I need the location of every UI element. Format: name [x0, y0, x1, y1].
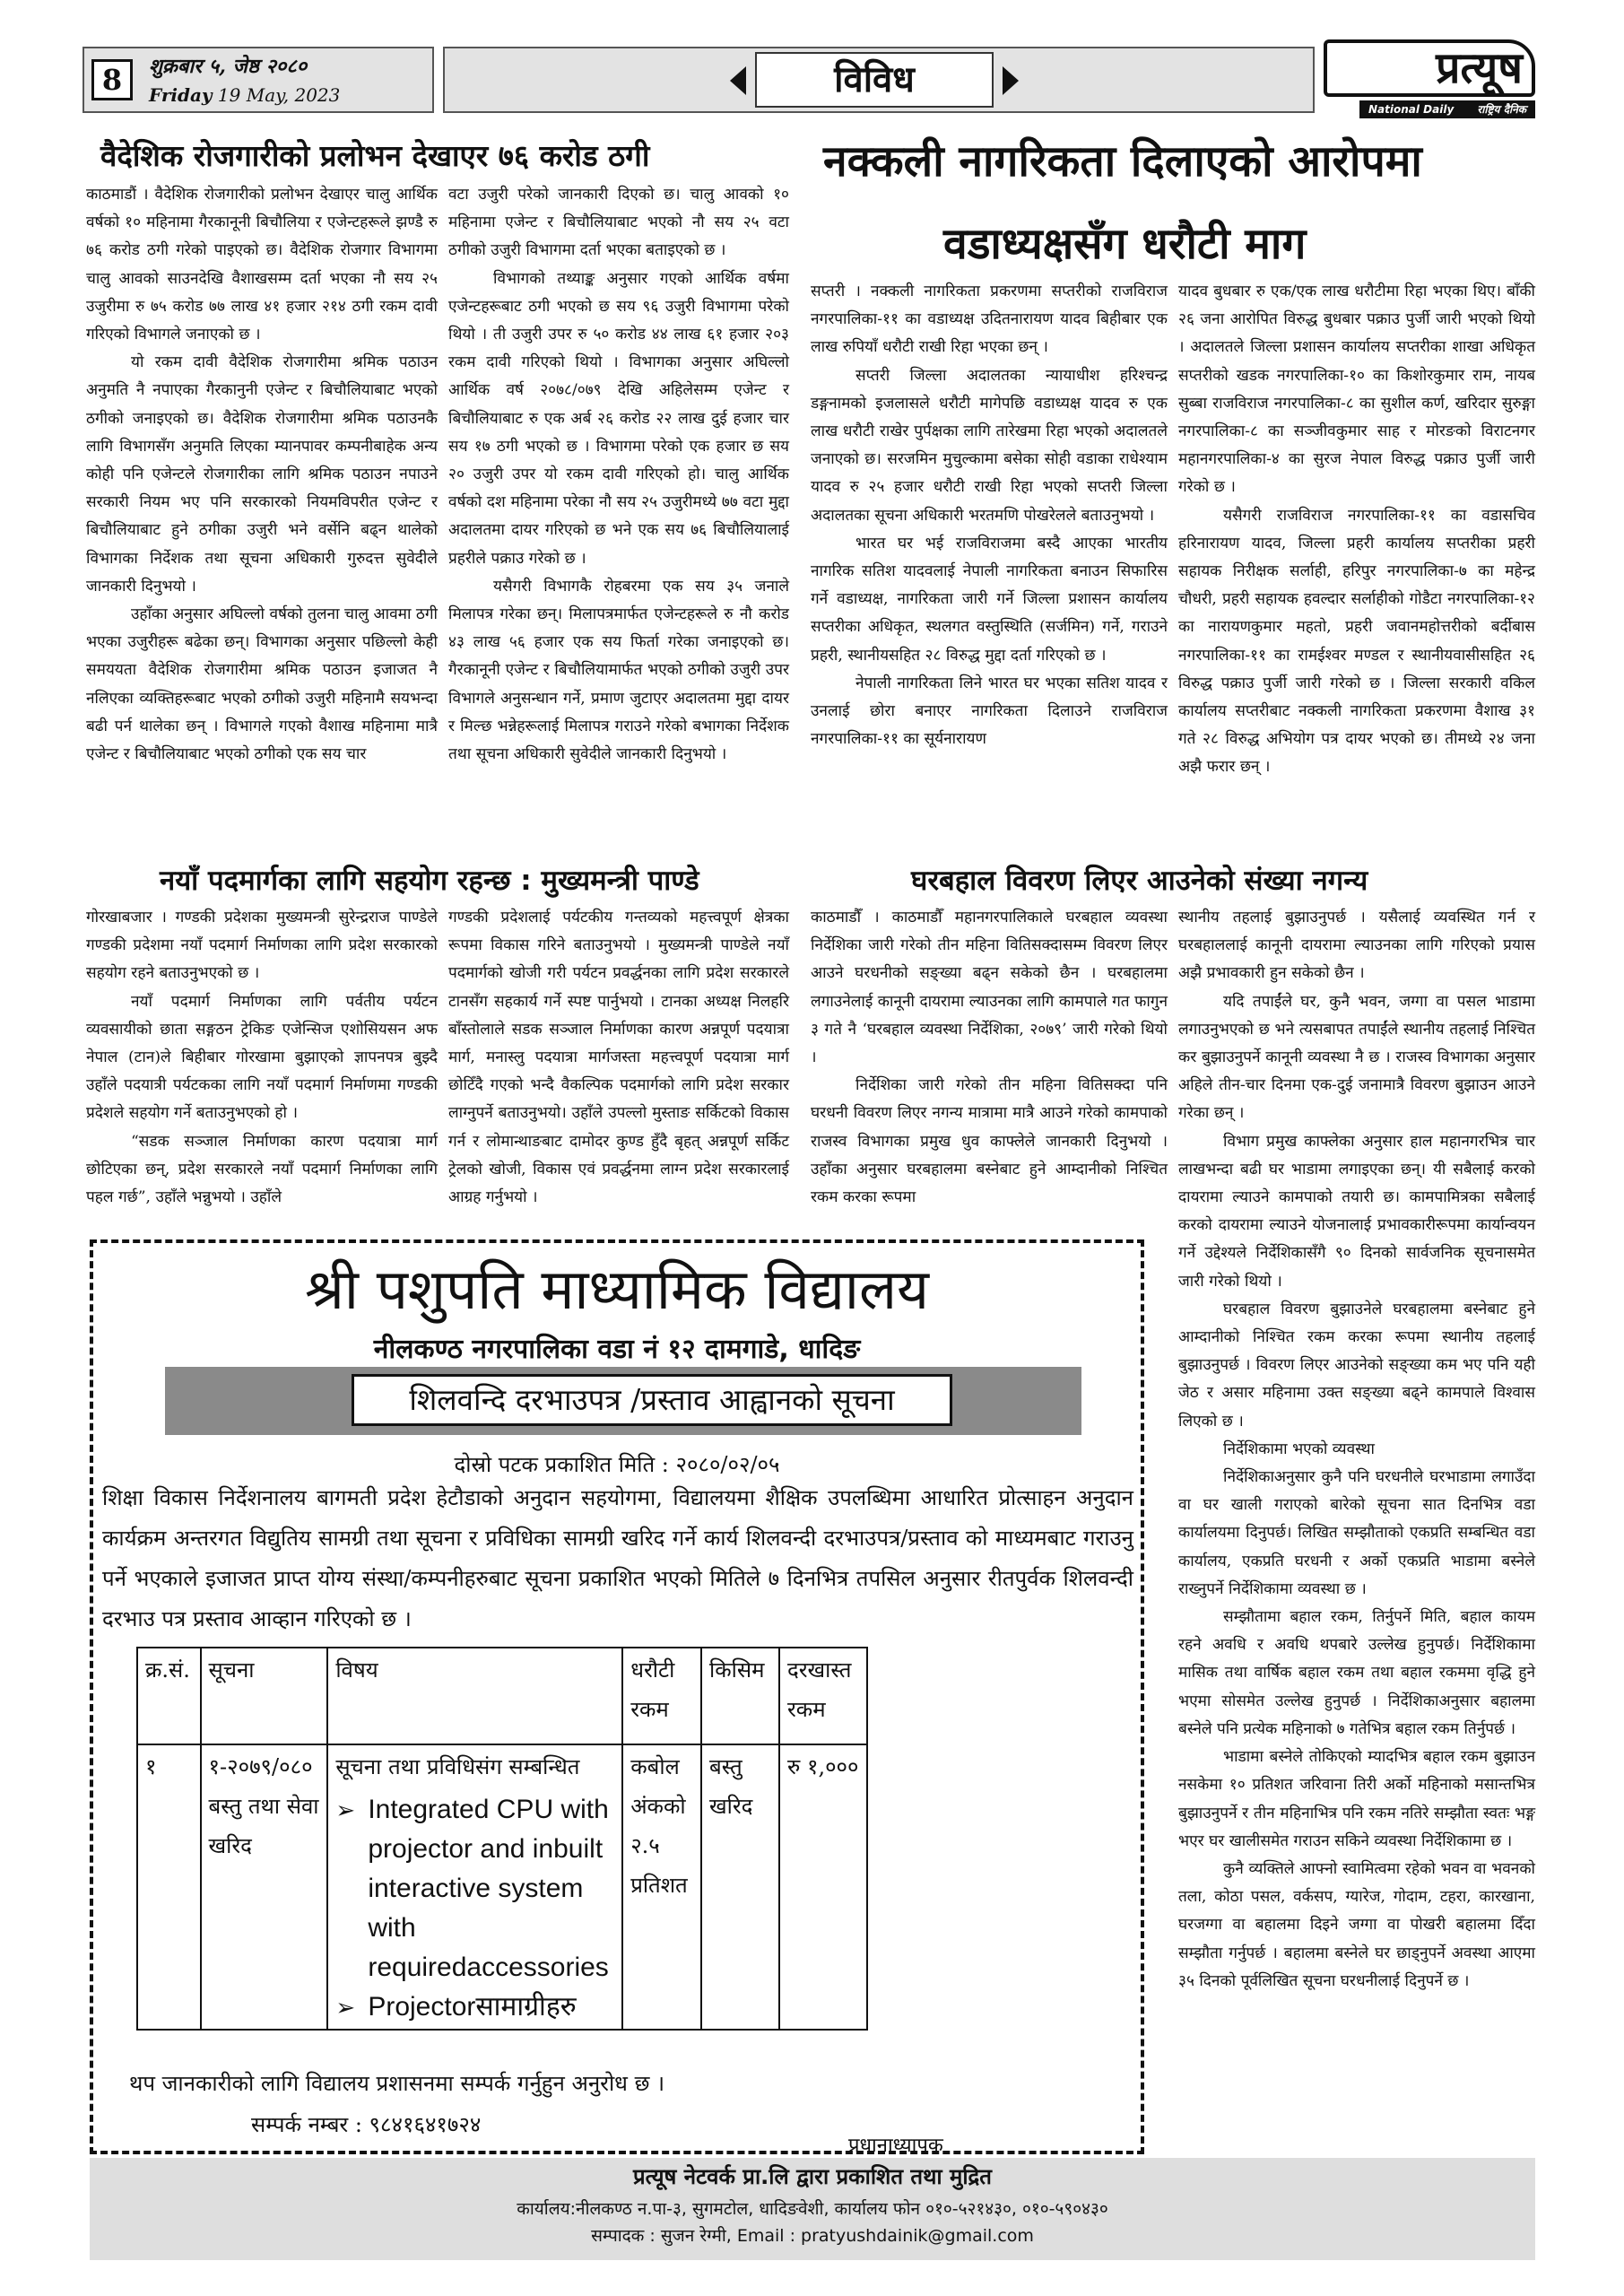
date-day: Friday: [149, 84, 213, 106]
article1-headline: वैदेशिक रोजगारीको प्रलोभन देखाएर ७६ करोड ठगी: [100, 138, 650, 173]
notice-pub-date: दोस्रो पटक प्रकाशित मिति : २०८०/०२/०५: [454, 1452, 780, 1477]
cell-notice: १-२०७९/०८० बस्तु तथा सेवा खरिद: [201, 1744, 328, 2030]
paragraph: निर्देशिकाअनुसार कुनै पनि घरधनीले घरभाडामा लगाउँदा वा घर खाली गराएको बारेको सूचना सात दिनभित्र वडा कार्यालयमा दिनुपर्छ। लिखित सम्झौताको एकप्रति सम्बन्धित वडा कार्यालय, एकप्रति घरधनी र अर्को एकप्रति भाडामा बस्नेले राख्नुपर्ने निर्देशिकामा व्यवस्था छ ।: [1178, 1468, 1535, 1598]
logo-tagline-np: राष्ट्रिय दैनिक: [1477, 103, 1526, 116]
article4-col1: [811, 904, 1168, 1212]
arrow-left-icon: [730, 66, 746, 95]
paragraph: काठमाडौँ । काठमाडौँ महानगरपालिकाले घरबहाल व्यवस्था निर्देशिका जारी गरेको तीन महिना वितिसक्दासम्म विवरण लिएर आउने घरधनीको सङ्ख्या बढ्न सकेको छैन । घरबहालमा लगाउनेलाई कानूनी दायरामा ल्याउनका लागि कामपाले गत फागुन ३ गते नै ‘घरबहाल व्यवस्था निर्देशिका, २०७९’ जारी गरेको थियो ।: [811, 909, 1168, 1067]
article4-headline: घरबहाल विवरण लिएर आउनेको संख्या नगन्य: [911, 865, 1368, 897]
paragraph: स्थानीय तहलाई बुझाउनुपर्छ । यसैलाई व्यवस्थित गर्न र घरबहाललाई कानूनी दायरामा ल्याउनका लागि गरिएको प्रयास अझै प्रभावकारी हुन सकेको छैन ।: [1178, 909, 1535, 983]
th-type: किसिम: [701, 1648, 779, 1744]
table-row: [137, 1744, 867, 2030]
article1-col1: [86, 181, 438, 769]
paragraph: यादव बुधबार रु एक/एक लाख धरौटीमा रिहा भएका थिए। बाँकी २६ जना आरोपित विरुद्ध बुधबार पक्राउ पुर्जी जारी भएको थियो । अदालतले जिल्ला प्रशासन कार्यालय सप्तरीका शाखा अधिकृत सप्तरीको खडक नगरपालिका-१० का किशोरकुमार राम, नायब सुब्बा राजविराज नगरपालिका-८ का सुशील कर्ण, खरिदार सुरुङ्गा नगरपालिका-८ का सञ्जीवकुमार साह र मोरङको विराटनगर महानगरपालिका-४ का सुरज नेपाल विरुद्ध पक्राउ पुर्जी जारी गरेको छ ।: [1178, 283, 1535, 497]
page-footer: [90, 2158, 1535, 2260]
list-item: ➢ Integrated CPU with projector and inbuilt interactive system with requiredaccessories: [335, 1790, 614, 1987]
paragraph: विभाग प्रमुख काफ्लेका अनुसार हाल महानगरभित्र चार लाखभन्दा बढी घर भाडामा लगाइएका छन्। यी सबैलाई करको दायरामा ल्याउने कामपाको तयारी छ। कामपामित्रका सबैलाई करको दायरामा ल्याउने योजनालाई प्रभावकारीरूपमा कार्यान्वयन गर्ने उद्देश्यले निर्देशिकासँगै ९० दिनको सार्वजनिक सूचनासमेत जारी गरेको थियो ।: [1178, 1132, 1535, 1291]
paragraph: वटा उजुरी परेको जानकारी दिएको छ। चालु आवको १० महिनामा एजेन्ट र बिचौलियाबाट भएको नौ सय २५ वटा ठगीको उजुरी विभागमा दर्ता भएका बताइएको छ ।: [448, 186, 789, 260]
article3-headline: नयाँ पदमार्गका लागि सहयोग रहन्छ : मुख्यमन्त्री पाण्डे: [160, 865, 699, 897]
section-title: विविध: [755, 52, 994, 108]
paragraph: सप्तरी जिल्ला अदालतका न्यायाधीश हरिश्चन्द्र डङ्गनामको इजलासले धरौटी मागेपछि वडाध्यक्ष यादव रु एक लाख धरौटी राखेर पुर्पक्षका लागि तारेखमा रिहा भएको अदालतले जनाएको छ। सरजमिन मुचुल्कामा बसेका सोही वडाका राधेश्याम यादव रु २५ हजार धरौटी राखी रिहा भएको सप्तरी जिल्ला अदालतका सूचना अधिकारी भरतमणि पोखरेलले बताउनुभयो ।: [811, 366, 1168, 525]
article2-headline-line2: वडाध्यक्षसँग धरौटी माग: [943, 219, 1307, 269]
article4-col2: [1178, 904, 1535, 1996]
article1-col2: [448, 181, 789, 769]
th-notice: सूचना: [201, 1648, 328, 1744]
notice-banner: [165, 1367, 1081, 1435]
paragraph: यसैगरी राजविराज नगरपालिका-११ का वडासचिव हरिनारायण यादव, जिल्ला प्रहरी कार्यालय सप्तरीका प्रहरी सहायक निरीक्षक सर्लाही, हरिपुर नगरपालिका-७ का महेन्द्र चौधरी, प्रहरी सहायक हवल्दार सर्लाहीको गोडैटा नगरपालिका-१२ का नारायणकुमार महतो, प्रहरी जवानमहोत्तरीको बर्दीबास नगरपालिका-११ का रामईश्वर मण्डल र स्थानीयवासीसहित २६ विरुद्ध पक्राउ पुर्जी जारी गरेको छ । जिल्ला सरकारी वकिल कार्यालय सप्तरीबाट नक्कली नागरिकता प्रकरणमा वैशाख ३१ गते २८ विरुद्ध अभियोग पत्र दायर भएको छ। तीमध्ये २४ जना अझै फरार छन् ।: [1178, 506, 1535, 777]
notice-contact-number: सम्पर्क नम्बर : ९८४१६४१७२४: [251, 2112, 482, 2137]
notice-subtitle: नीलकण्ठ नगरपालिका वडा नं १२ दामगाडे, धादिङ: [373, 1334, 861, 1365]
footer-office: कार्यालय:नीलकण्ठ न.पा-३, सुगमटोल, धादिङवेशी, कार्यालय फोन ०१०-५२१४३०, ०१०-५९०४३०: [517, 2199, 1108, 2219]
article2-headline-line1: नक्कली नागरिकता दिलाएको आरोपमा: [823, 136, 1422, 187]
article2-col1: [811, 278, 1168, 753]
paragraph: भारत घर भई राजविराजमा बस्दै आएका भारतीय नागरिक सतिश यादवलाई नेपाली नागरिकता बनाउन सिफारिस गर्ने वडाध्यक्ष, नागरिकता जारी गर्ने जिल्ला प्रशासन कार्यालय सप्तरीका अधिकृत, स्थलगत वस्तुस्थिति (सर्जमिन) गर्ने, गराउने प्रहरी, स्थानीयसहित २८ विरुद्ध मुद्दा दर्ता गरिएको छ ।: [811, 534, 1168, 665]
notice-contact-line: थप जानकारीको लागि विद्यालय प्रशासनमा सम्पर्क गर्नुहुन अनुरोध छ ।: [129, 2071, 665, 2096]
paragraph: “सडक सञ्जाल निर्माणका कारण पदयात्रा मार्ग छोटिएका छन्, प्रदेश सरकारले नयाँ पदमार्ग निर्माणका लागि पहल गर्छ”, उहाँले भन्नुभयो । उहाँले: [86, 1132, 438, 1207]
paragraph: नयाँ पदमार्ग निर्माणका लागि पर्वतीय पर्यटन व्यवसायीको छाता सङ्गठन ट्रेकिङ एजेन्सिज एशोसियसन अफ नेपाल (टान)ले बिहीबार गोरखामा बुझाएको ज्ञापनपत्र बुझ्दै उहाँले पदयात्री पर्यटकका लागि नयाँ पदमार्ग निर्माणमा गण्डकी प्रदेशले सहयोग गर्ने बताउनुभएको हो ।: [86, 992, 438, 1123]
table-header-row: [137, 1648, 867, 1744]
paragraph: सप्तरी । नक्कली नागरिकता प्रकरणमा सप्तरीको राजविराज नगरपालिका-११ का वडाध्यक्ष उदितनारायण यादव बिहीबार एक लाख रुपियाँ धरौटी राखी रिहा भएका छन् ।: [811, 283, 1168, 357]
article3-col2: [448, 904, 789, 1212]
paragraph: काठमाडौं । वैदेशिक रोजगारीको प्रलोभन देखाएर चालु आर्थिक वर्षको १० महिनामा गैरकानूनी बिचौलिया र एजेन्टहरूले झण्डै रु ७६ करोड ठगी गरेको पाइएको छ। वैदेशिक रोजगार विभागमा चालु आवको साउनदेखि वैशाखसम्म दर्ता भएका नौ सय २५ उजुरीमा रु ७५ करोड ७७ लाख ४१ हजार २१४ ठगी रकम दावी गरिएको विभागले जनाएको छ ।: [86, 186, 438, 344]
paragraph: यसैगरी विभागकै रोहबरमा एक सय ३५ जनाले मिलापत्र गरेका छन्। मिलापत्रमार्फत एजेन्टहरूले रु नौ करोड ४३ लाख ५६ हजार एक सय फिर्ता गरेका जनाइएको छ। गैरकानूनी एजेन्ट र बिचौलियामार्फत भएको ठगीको उजुरी उपर विभागले अनुसन्धान गर्ने, प्रमाण जुटाएर अदालतमा मुद्दा दायर र मिल्छ भन्नेहरूलाई मिलापत्र गराउने गरेको बभागका निर्देशक तथा सूचना अधिकारी सुवेदीले जानकारी दिनुभयो ।: [448, 577, 789, 764]
paragraph: कुनै व्यक्तिले आफ्नो स्वामित्वमा रहेको भवन वा भवनको तला, कोठा पसल, वर्कसप, ग्यारेज, गोदाम, टहरा, कारखाना, घरजग्गा वा बहालमा दिइने जग्गा वा पोखरी बहालमा दिँदा सम्झौता गर्नुपर्छ । बहालमा बस्नेले घर छाड्नुपर्ने अवस्था आएमा ३५ दिनको पूर्वलिखित सूचना घरधनीलाई दिनुपर्ने छ ।: [1178, 1859, 1535, 1990]
paragraph: निर्देशिका जारी गरेको तीन महिना वितिसक्दा पनि घरधनी विवरण लिएर नगन्य मात्रामा मात्रै आउने गरेको कामपाको राजस्व विभागका प्रमुख धुव काफ्लेले जानकारी दिनुभयो । उहाँका अनुसार घरबहालमा बस्नेबाट हुने आम्दानीको निश्चित रकम करका रूपमा: [811, 1076, 1168, 1207]
footer-publisher: प्रत्यूष नेटवर्क प्रा.लि द्वारा प्रकाशित तथा मुद्रित: [632, 2164, 992, 2189]
paragraph: यदि तपाईंले घर, कुनै भवन, जग्गा वा पसल भाडामा लगाउनुभएको छ भने त्यसबापत तपाईंले स्थानीय तहलाई निश्चित कर बुझाउनुपर्ने कानूनी व्यवस्था नै छ । राजस्व विभागका अनुसार अहिले तीन-चार दिनमा एक-दुई जनामात्रै विवरण बुझाउन आउने गरेका छन् ।: [1178, 992, 1535, 1123]
paragraph: विभागको तथ्याङ्क अनुसार गएको आर्थिक वर्षमा एजेन्टहरूबाट ठगी भएको छ सय ९६ उजुरी विभागमा परेको थियो । ती उजुरी उपर रु ५० करोड ४४ लाख ६१ हजार २०३ रकम दावी गरिएको थियो । विभागका अनुसार अघिल्लो आर्थिक वर्ष २०७८/०७९ देखि अहिलेसम्म एजेन्ट र बिचौलियाबाट रु एक अर्ब २६ करोड २२ लाख दुई हजार चार सय १७ ठगी भएको छ । विभागमा परेको एक हजार छ सय २० उजुरी उपर यो रकम दावी गरिएको हो। चालु आर्थिक वर्षको दश महिनामा परेका नौ सय २५ उजुरीमध्ये ७७ वटा मुद्दा अदालतमा दायर गरिएको छ भने एक सय ७६ बिचौलियालाई प्रहरीले पक्राउ गरेको छ ।: [448, 269, 789, 568]
article2-col2: [1178, 278, 1535, 782]
cell-subject: [327, 1744, 622, 2030]
notice-banner-text: शिलवन्दि दरभाउपत्र /प्रस्ताव आह्वानको सूचना: [352, 1374, 952, 1426]
notice-title: श्री पशुपति माध्यामिक विद्यालय: [305, 1257, 929, 1322]
page-number: 8: [91, 59, 133, 100]
page-header: [83, 39, 1535, 120]
article3-col1: [86, 904, 438, 1212]
paragraph: यो रकम दावी वैदेशिक रोजगारीमा श्रमिक पठाउन अनुमति नै नपाएका गैरकानुनी एजेन्ट र बिचौलियाबाट भएको ठगीको जनाइएको छ। वैदेशिक रोजगारीमा श्रमिक पठाउनकै लागि विभागसँग अनुमति लिएका म्यानपावर कम्पनीबाहेक अन्य कोही पनि एजेन्टले रोजगारीका लागि श्रमिक पठाउन नपाउने सरकारी नियम भए पनि सरकारको नियमविपरीत एजेन्ट र बिचौलियाबाट हुने ठगीका उजुरी भने वर्सेनि बढ्न थालेको विभागका निर्देशक तथा सूचना अधिकारी गुरुदत्त सुवेदीले जानकारी दिनुभयो ।: [86, 353, 438, 596]
notice-signer: प्रधानाध्यापक: [848, 2135, 943, 2157]
date-nepali: शुक्रबार ५, जेष्ठ २०८०: [149, 55, 308, 78]
th-sn: क्र.सं.: [137, 1648, 201, 1744]
items-list: [335, 1790, 614, 2027]
paragraph: गण्डकी प्रदेशलाई पर्यटकीय गन्तव्यको महत्त्वपूर्ण क्षेत्रका रूपमा विकास गरिने बताउनुभयो । मुख्यमन्त्री पाण्डेले नयाँ पदमार्गको खोजी गरी पर्यटन प्रवर्द्धनका लागि प्रदेश सरकारले टानसँग सहकार्य गर्ने स्पष्ट पार्नुभयो । टानका अध्यक्ष निलहरि बाँस्तोलाले सडक सञ्जाल निर्माणका कारण अन्नपूर्ण पदयात्रा मार्ग, मनास्लु पदयात्रा मार्गजस्ता महत्त्वपूर्ण पदयात्रा मार्ग छोटिँदै गएको भन्दै वैकल्पिक पदमार्गको लागि प्रदेश सरकार लाग्नुपर्ने बताउनुभयो। उहाँले उपल्लो मुस्ताङ सर्किटको विकास गर्न र लोमान्थाङबाट दामोदर कुण्ड हुँदै बृहत् अन्नपूर्ण सर्किट ट्रेलको खोजी, विकास एवं प्रवर्द्धनमा लाग्न प्रदेश सरकारलाई आग्रह गर्नुभयो ।: [448, 909, 789, 1207]
paragraph: गोरखाबजार । गण्डकी प्रदेशका मुख्यमन्त्री सुरेन्द्रराज पाण्डेले गण्डकी प्रदेशमा नयाँ पदमार्ग निर्माणका लागि प्रदेश सरकारको सहयोग रहने बताउनुभएको छ ।: [86, 909, 438, 983]
arrow-right-icon: [1003, 66, 1019, 95]
paragraph: सम्झौतामा बहाल रकम, तिर्नुपर्ने मिति, बहाल कायम रहने अवधि र अवधि थपबारे उल्लेख हुनुपर्छ। निर्देशिकामा मासिक तथा वार्षिक बहाल रकम तथा बहाल रकममा वृद्धि हुने भएमा सोसमेत उल्लेख हुनुपर्छ । निर्देशिकाअनुसार बहालमा बस्नेले पनि प्रत्येक महिनाको ७ गतेभित्र बहाल रकम तिर्नुपर्छ ।: [1178, 1608, 1535, 1738]
logo-tagline-en: National Daily: [1368, 103, 1455, 116]
cell-deposit: कबोल अंकको २.५ प्रतिशत: [622, 1744, 701, 2030]
date-english: [149, 84, 340, 106]
date-block: [83, 47, 434, 113]
cell-fee: रु १,०००: [779, 1744, 867, 2030]
cell-type: बस्तु खरिद: [701, 1744, 779, 2030]
notice-body: शिक्षा विकास निर्देशनालय बागमती प्रदेश हेटौडाको अनुदान सहयोगमा, विद्यालयमा शैक्षिक उपलब्धिमा आधारित प्रोत्साहन अनुदान कार्यक्रम अन्तरगत विद्युतिय सामग्री तथा सूचना र प्रविधिका सामग्री खरिद गर्ने कार्य शिलवन्दी दरभाउपत्र/प्रस्ताव को माध्यमबाट गराउनु पर्ने भएकाले इजाजत प्राप्त योग्य संस्था/कम्पनीहरुबाट सूचना प्रकाशित भएको मितिले ७ दिनभित्र तपसिल अनुसार रीतपुर्वक शिलवन्दी दरभाउ पत्र प्रस्ताव आव्हान गरिएको छ ।: [102, 1485, 1133, 1631]
th-deposit: धरौटी रकम: [622, 1648, 701, 1744]
cell-sn: १: [137, 1744, 201, 2030]
paragraph: भाडामा बस्नेले तोकिएको म्यादभित्र बहाल रकम बुझाउन नसकेमा १० प्रतिशत जरिवाना तिरी अर्को महिनाको मसान्तभित्र बुझाउनुपर्ने र तीन महिनाभित्र पनि रकम नतिरे सम्झौता स्वतः भङ्ग भएर घर खालीसमेत गराउन सकिने व्यवस्था निर्देशिकामा छ ।: [1178, 1748, 1535, 1850]
list-item: ➢ Projectorसामाग्रीहरु: [335, 1987, 614, 2027]
masthead-logo: [1324, 39, 1535, 120]
th-fee: दरखास्त रकम: [779, 1648, 867, 1744]
th-subject: विषय: [327, 1648, 622, 1744]
paragraph: नेपाली नागरिकता लिने भारत घर भएका सतिश यादव र उनलाई छोरा बनाएर नागरिकता दिलाउने राजविराज नगरपालिका-११ का सूर्यनारायण: [811, 674, 1168, 749]
logo-tagline: [1359, 100, 1535, 118]
paragraph: उहाँका अनुसार अघिल्लो वर्षको तुलना चालु आवमा ठगी भएका उजुरीहरू बढेका छन्। विभागका अनुसार पछिल्लो केही समययता वैदेशिक रोजगारीमा श्रमिक पठाउन इजाजत नै नलिएका व्यक्तिहरूबाट भएको ठगीको उजुरी महिनामै सयभन्दा बढी पर्न थालेका छन् । विभागले गएको वैशाख महिनामा मात्रै एजेन्ट र बिचौलियाबाट भएको ठगीको एक सय चार: [86, 605, 438, 764]
subject-text: सूचना तथा प्रविधिसंग सम्बन्धित: [335, 1754, 580, 1779]
notice-table: [136, 1647, 868, 2031]
logo-text: प्रत्यूष: [1324, 39, 1535, 97]
date-rest: 19 May, 2023: [217, 84, 341, 106]
paragraph: घरबहाल विवरण बुझाउनेले घरबहालमा बस्नेबाट हुने आम्दानीको निश्चित रकम करका रूपमा स्थानीय तहलाई बुझाउनुपर्छ । विवरण लिएर आउनेको सङ्ख्या कम भए पनि यही जेठ र असार महिनामा उक्त सङ्ख्या बढ्ने कामपाले विश्वास लिएको छ ।: [1178, 1300, 1535, 1431]
subheading: निर्देशिकामा भएको व्यवस्था: [1223, 1439, 1375, 1458]
tender-notice: [90, 1239, 1144, 2157]
section-bar: [443, 47, 1315, 113]
footer-editor: सम्पादक : सुजन रेग्मी, Email : pratyushdainik@gmail.com: [591, 2226, 1034, 2246]
